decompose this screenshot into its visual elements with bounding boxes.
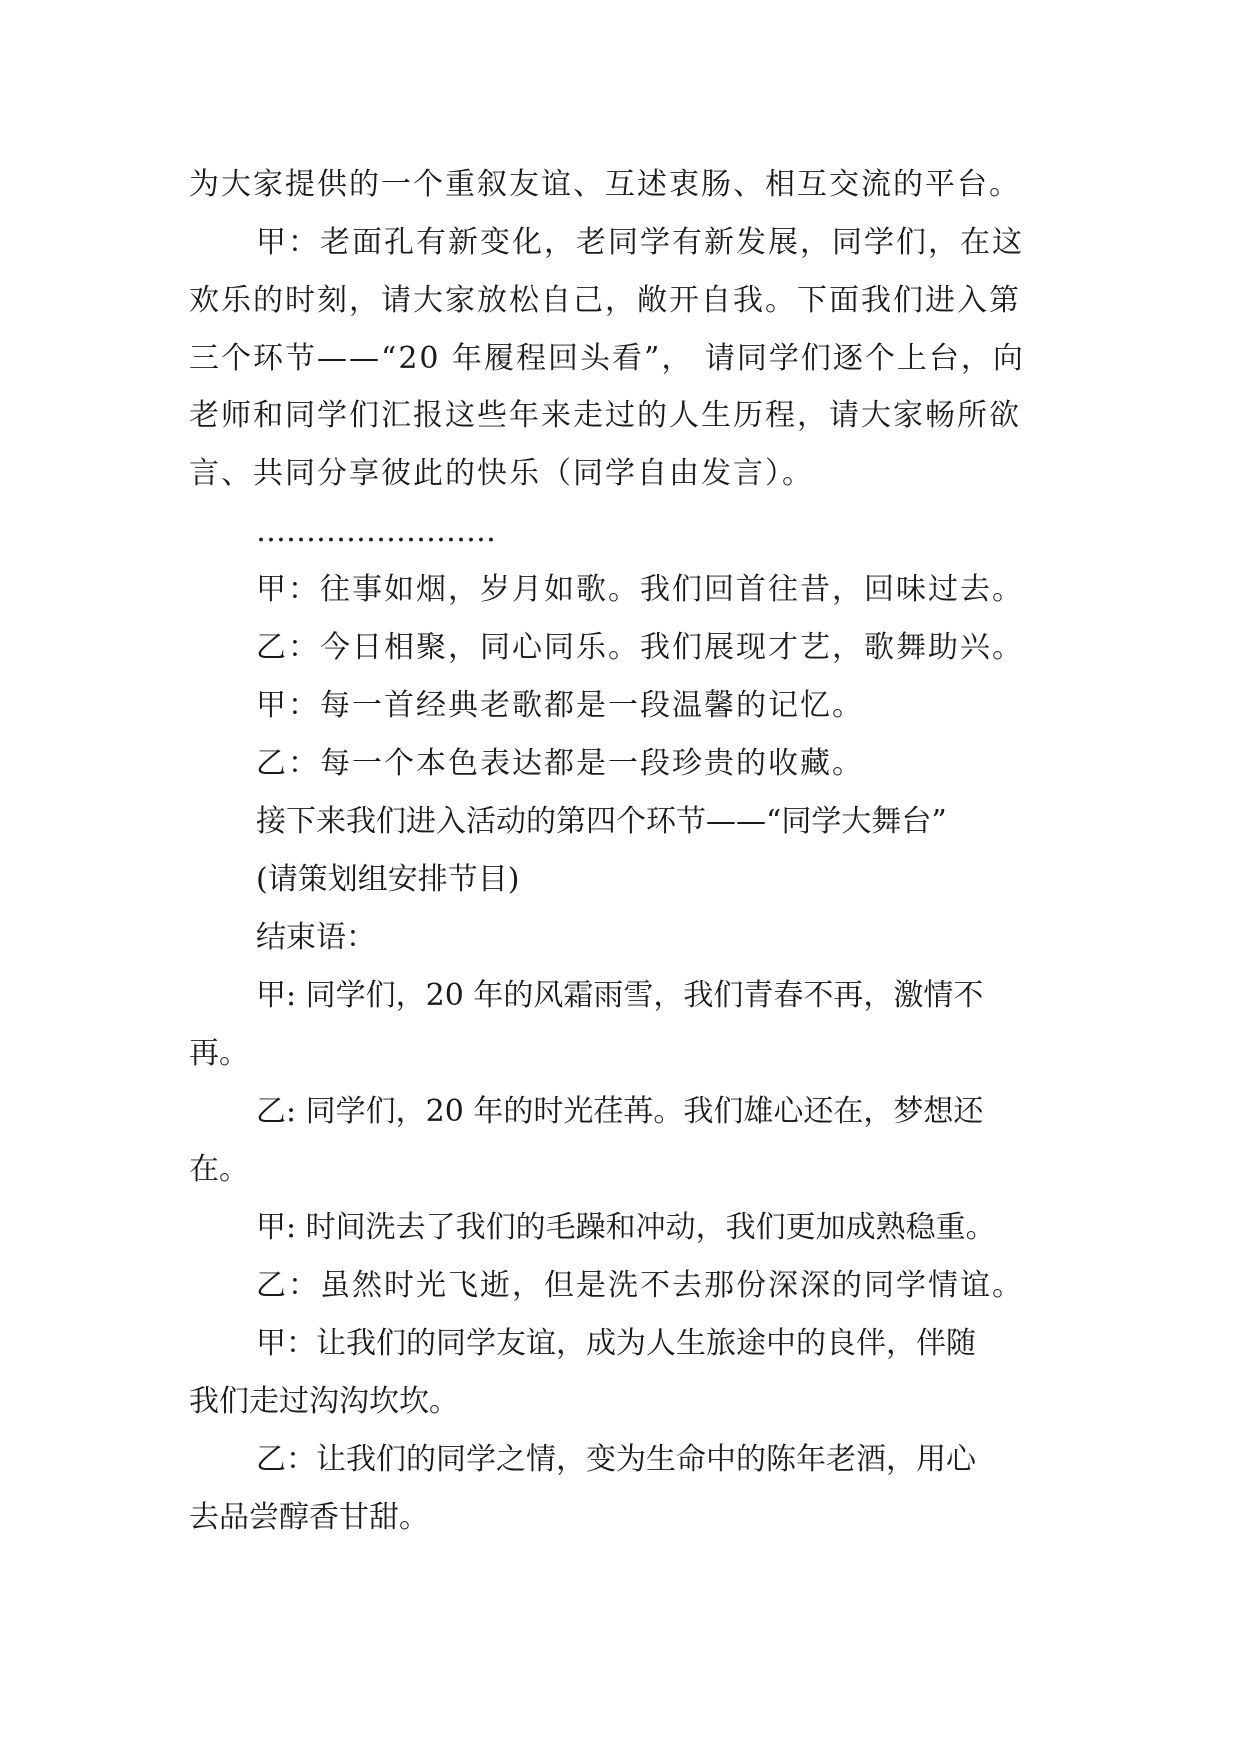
paragraph-line-3: 欢乐的时刻，请大家放松自己，敞开自我。下面我们进入第 (189, 283, 1021, 318)
closing-line-2-cont: 在。 (189, 1152, 249, 1187)
ellipsis-line: …………………… (256, 514, 496, 549)
closing-line-6-cont: 去品尝醇香甘甜。 (189, 1500, 429, 1535)
paragraph-line-5: 老师和同学们汇报这些年来走过的人生历程，请大家畅所欲 (189, 398, 1021, 433)
closing-line-3: 甲: 时间洗去了我们的毛躁和冲动，我们更加成熟稳重。 (256, 1210, 996, 1245)
closing-heading: 结束语： (256, 920, 376, 955)
closing-line-1: 甲: 同学们，20 年的风霜雨雪，我们青春不再，激情不 (256, 978, 984, 1013)
closing-line-1-cont: 再。 (189, 1036, 249, 1071)
dialogue-line-3: 甲：每一首经典老歌都是一段温馨的记忆。 (256, 688, 864, 723)
closing-line-6: 乙：让我们的同学之情，变为生命中的陈年老酒，用心 (256, 1442, 976, 1477)
dialogue-line-4: 乙：每一个本色表达都是一段珍贵的收藏。 (256, 746, 864, 781)
paragraph-line-1: 为大家提供的一个重叙友谊、互述衷肠、相互交流的平台。 (189, 167, 1021, 202)
closing-line-5: 甲：让我们的同学友谊，成为人生旅途中的良伴，伴随 (256, 1326, 976, 1361)
closing-line-5-cont: 我们走过沟沟坎坎。 (189, 1384, 459, 1419)
closing-line-4: 乙：虽然时光飞逝，但是洗不去那份深深的同学情谊。 (256, 1268, 1024, 1303)
program-note-line: (请策划组安排节目) (256, 862, 520, 897)
closing-line-2: 乙: 同学们，20 年的时光荏苒。我们雄心还在，梦想还 (256, 1094, 984, 1129)
paragraph-line-2: 甲：老面孔有新变化，老同学有新发展，同学们，在这 (256, 225, 1024, 260)
segment-intro-line: 接下来我们进入活动的第四个环节——“同学大舞台” (256, 804, 947, 839)
dialogue-line-2: 乙：今日相聚，同心同乐。我们展现才艺，歌舞助兴。 (256, 630, 1024, 665)
paragraph-line-6: 言、共同分享彼此的快乐（同学自由发言）。 (189, 456, 814, 491)
paragraph-line-4: 三个环节——“20 年履程回头看”， 请同学们逐个上台，向 (189, 341, 1025, 376)
dialogue-line-1: 甲：往事如烟，岁月如歌。我们回首往昔，回味过去。 (256, 572, 1024, 607)
